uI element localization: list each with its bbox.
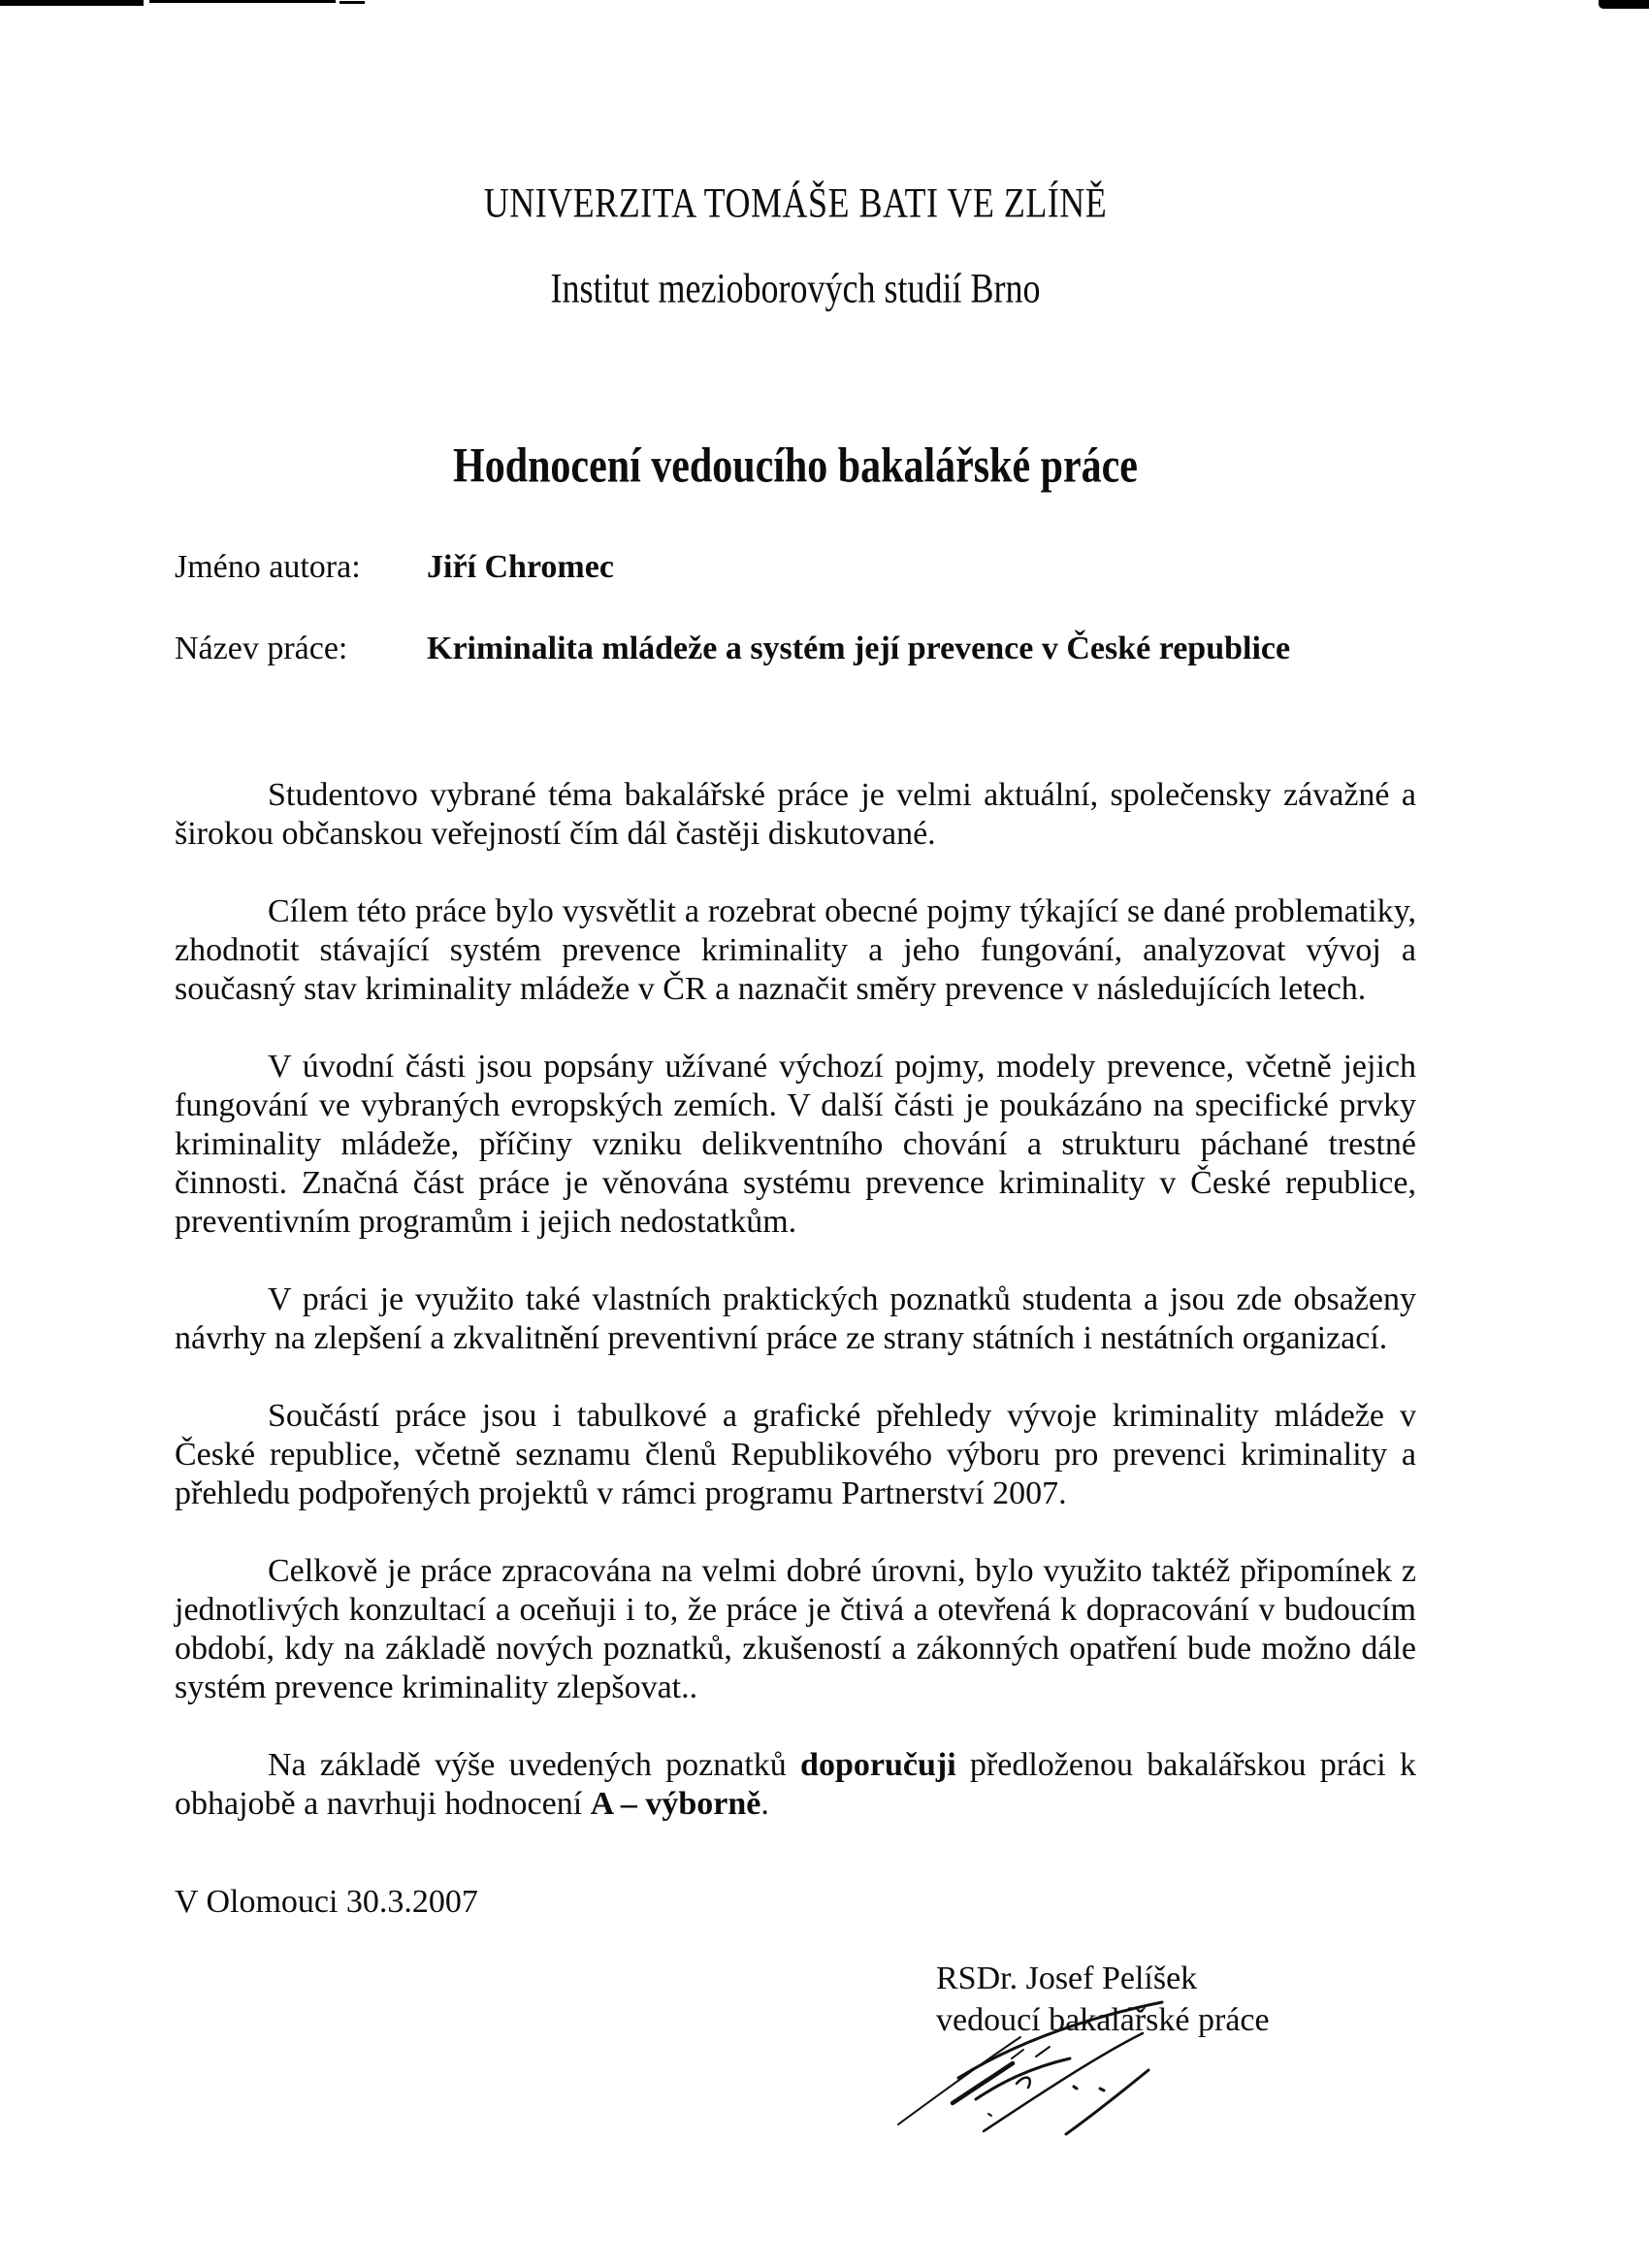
handwritten-signature <box>873 1979 1358 2251</box>
thesis-title-label: Název práce: <box>175 631 348 666</box>
author-name: Jiří Chromec <box>427 549 614 585</box>
scan-artifact-bar-mid <box>149 0 336 3</box>
author-label: Jméno autora: <box>175 549 361 585</box>
scan-artifact-bar-left <box>0 0 144 6</box>
thesis-title-row <box>175 631 1290 667</box>
paragraph-5: Součástí práce jsou i tabulkové a grafické přehledy vývoje kriminality mládeže v České republice, včetně seznamu členů Republikového výboru pro prevenci kriminality a přehledu podpořených projektů v rámci programu Partnerství 2007. <box>175 1398 1416 1511</box>
signer-role: vedoucí bakalářské práce <box>936 2002 1270 2038</box>
thesis-title: Kriminalita mládeže a systém její prevence v České republice <box>427 631 1291 666</box>
scan-artifact-bar-small <box>340 1 365 4</box>
recommendation-bold: doporučuji <box>800 1747 956 1783</box>
grade-bold: A – výborně <box>590 1786 761 1822</box>
paragraph-7-middle: předloženou bakalářskou práci k obhajobě a navrhuji hodnocení <box>175 1747 1416 1822</box>
university-name: UNIVERZITA TOMÁŠE BATI VE ZLÍNĚ <box>483 179 1108 227</box>
document-title: Hodnocení vedoucího bakalářské práce <box>453 439 1138 494</box>
paragraph-7 <box>175 1746 1416 1824</box>
paragraph-4: V práci je využito také vlastních praktických poznatků studenta a jsou zde obsaženy návrhy na zlepšení a zkvalitnění preventivní práce ze strany státních i nestátních organizací. <box>175 1281 1416 1356</box>
metadata-block <box>175 549 1290 712</box>
paragraph-2: Cílem této práce bylo vysvětlit a rozebrat obecné pojmy týkající se dané problematiky, zhodnotit stávající systém prevence kriminality a jeho fungování, analyzovat vývoj a současný stav kriminality mládeže v ČR a naznačit směry prevence v následujících letech. <box>175 893 1416 1007</box>
paragraph-1: Studentovo vybrané téma bakalářské práce je velmi aktuální, společensky závažné a širokou občanskou veřejností čím dál častěji diskutované. <box>175 777 1416 852</box>
paragraph-7-end: . <box>760 1786 769 1822</box>
place-date: V Olomouci 30.3.2007 <box>175 1884 478 1920</box>
scan-artifact-blob-right <box>1599 0 1649 9</box>
paragraph-3: V úvodní části jsou popsány užívané výchozí pojmy, modely prevence, včetně jejich fungování ve vybraných evropských zemích. V další části je poukázáno na specifické prvky kriminality mládeže, příčiny vzniku delikventního chování a strukturu páchané trestné činnosti. Značná část práce je věnována systému prevence kriminality v České republice, preventivním programům i jejich nedostatkům. <box>175 1049 1416 1240</box>
paragraph-6: Celkově je práce zpracována na velmi dobré úrovni, bylo využito taktéž připomínek z jednotlivých konzultací a oceňuji i to, že práce je čtivá a otevřená k dopracování v budoucím období, kdy na základě nových poznatků, zkušeností a zákonných opatření bude možno dále systém prevence kriminality zlepšovat.. <box>175 1553 1416 1705</box>
evaluation-text <box>175 776 1416 1863</box>
signer-name: RSDr. Josef Pelíšek <box>936 1960 1198 1996</box>
author-row <box>175 549 1290 586</box>
institute-name: Institut mezioborových studií Brno <box>550 265 1041 312</box>
paragraph-7-lead: Na základě výše uvedených poznatků <box>268 1747 801 1783</box>
